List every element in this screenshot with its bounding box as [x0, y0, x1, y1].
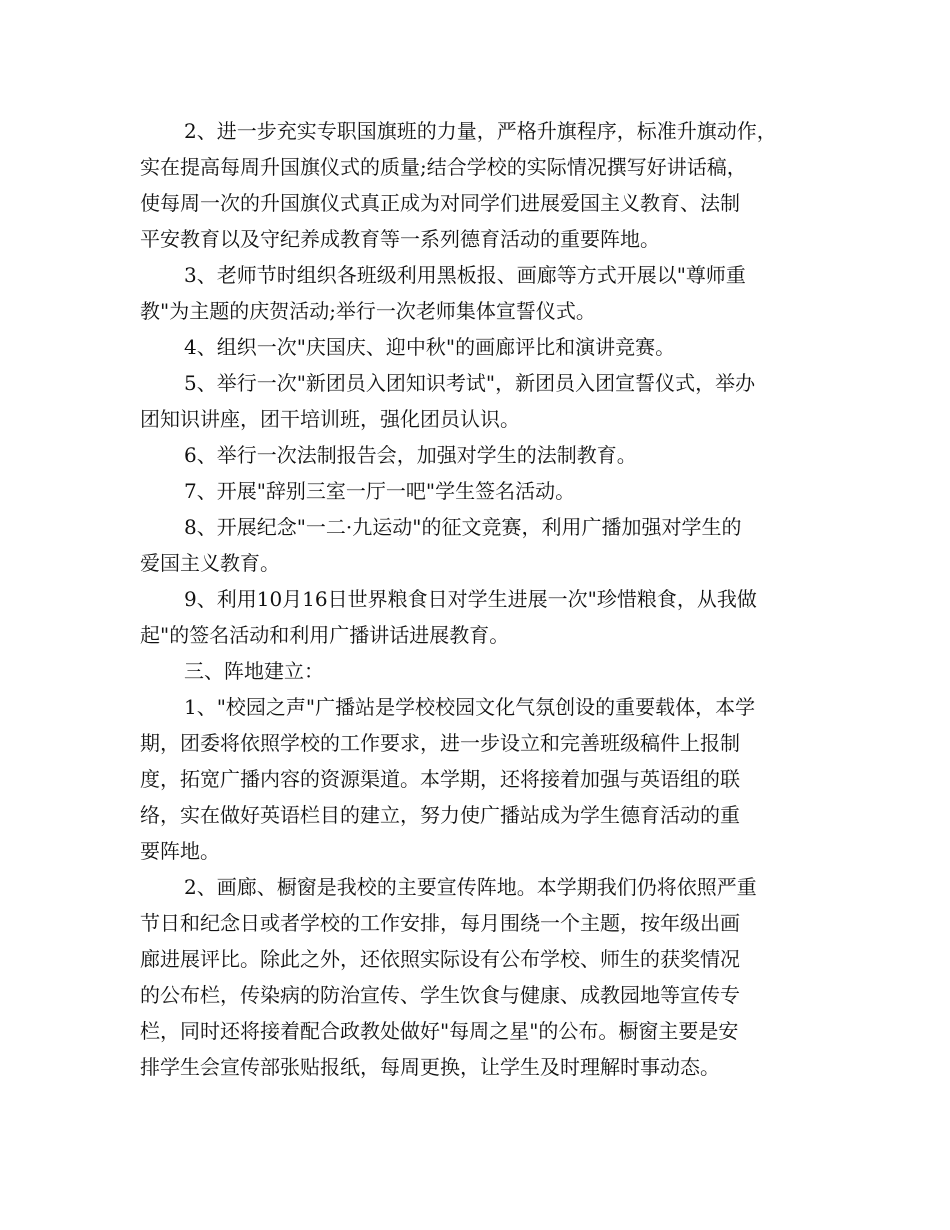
section-heading-positions: 三、阵地建立： — [184, 659, 324, 683]
document-body — [140, 113, 816, 1085]
paragraph-law-report: 6、举行一次法制报告会，加强对学生的法制教育。 — [184, 443, 637, 467]
paragraph-gallery-showcase: 2、画廊、橱窗是我校的主要宣传阵地。本学期我们仍将依照严重 节日和纪念日或者学校的工作安排，每月围绕一个主题，按年级出画 廊进展评比。除此之外，还依照实际设有公布学校、师生的获奖情况 的公布栏，传染病的防治宣传、学生饮食与健康、成教园地等宣传专 栏，同时还将接着配合政教处做好"每周之星"的公布。橱窗主要是安 排学生会宣传部张贴报纸，每周更换，让学生及时理解时事动态。 — [140, 875, 757, 1079]
paragraph-world-food-day: 9、利用10月16日世界粮食日对学生进展一次"珍惜粮食，从我做 起"的签名活动和利用广播讲话进展教育。 — [140, 587, 757, 647]
paragraph-national-day-contest: 4、组织一次"庆国庆、迎中秋"的画廊评比和演讲竞赛。 — [184, 335, 676, 359]
paragraph-league-exam: 5、举行一次"新团员入团知识考试"，新团员入团宣誓仪式，举办 团知识讲座，团干培训班，强化团员认识。 — [140, 371, 756, 431]
paragraph-teachers-day: 3、老师节时组织各班级利用黑板报、画廊等方式开展以"尊师重 教"为主题的庆贺活动;举行一次老师集体宣誓仪式。 — [140, 263, 746, 323]
paragraph-flag-ceremony: 2、进一步充实专职国旗班的力量，严格升旗程序，标准升旗动作， 实在提高每周升国旗仪式的质量;结合学校的实际情况撰写好讲话稿， 使每周一次的升国旗仪式真正成为对同学们进展爱国主义教育、法制 平安教育以及守纪养成教育等一系列德育活动的重要阵地。 — [140, 119, 777, 251]
paragraph-signature-activity: 7、开展"辞别三室一厅一吧"学生签名活动。 — [184, 479, 576, 503]
paragraph-broadcast-station: 1、"校园之声"广播站是学校校园文化气氛创设的重要载体，本学 期，团委将依照学校的工作要求，进一步设立和完善班级稿件上报制 度，拓宽广播内容的资源渠道。本学期，还将接着加强与英语组的联 络，实在做好英语栏目的建立，努力使广播站成为学生德育活动的重 要阵地。 — [140, 695, 756, 863]
paragraph-essay-contest: 8、开展纪念"一二·九运动"的征文竞赛，利用广播加强对学生的 爱国主义教育。 — [140, 515, 742, 575]
